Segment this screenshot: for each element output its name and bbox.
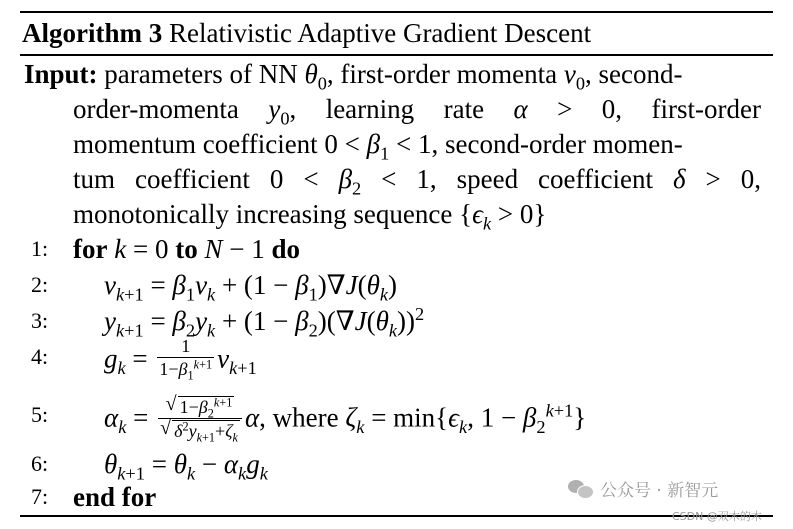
step-number-4: 4:: [31, 344, 49, 369]
keyword-where: where: [272, 402, 339, 433]
rule-mid: [20, 54, 773, 56]
input-line-5: monotonically increasing sequence $\{\epsilon_k > 0\}$: [73, 199, 547, 234]
step-3: $y_{k+1} = \beta_2y_k + (1 - \beta_2)(\nabla J(\theta_k))^2$: [104, 303, 425, 341]
input-label: Input:: [24, 59, 98, 89]
keyword-do: do: [271, 234, 300, 264]
input-line-1: Input: parameters of NN $\theta_0$, first-order momenta $v_0$, second-: [24, 59, 683, 94]
fraction-step-5: √ $1-\beta_2^{k+1}$ √ $\delta^2y_{k+1}+\zeta_k$: [158, 396, 242, 441]
step-number-7: 7:: [31, 484, 49, 509]
keyword-end-for: end for: [73, 482, 157, 512]
fraction-step-4: $\frac{1}{1-\beta_1^{k+1}}$: [159, 336, 213, 383]
step-number-1: 1:: [31, 236, 49, 261]
step-number-6: 6:: [31, 451, 49, 476]
step-5: $\alpha_k$ = √ $1-\beta_2^{k+1}$ √ $\delta^2y_{k+1}+\zeta_k$ α, where $\zeta_k = \min\{\epsilon_k$, $1 - \beta_2^{k+1}$}: [104, 393, 587, 445]
step-2: $v_{k+1} = \beta_1v_k + (1 - \beta_1)\nabla J(\theta_k)$: [104, 270, 398, 305]
algorithm-title: [22, 13, 591, 53]
step-number-2: 2:: [31, 272, 49, 297]
step-6: $\theta_{k+1} = \theta_k - \alpha_kg_k$: [104, 449, 268, 484]
rule-bottom: [20, 515, 773, 517]
algorithm-name: Relativistic Adaptive Gradient Descent: [168, 18, 592, 48]
csdn-watermark: CSDN @双木的木: [672, 510, 762, 523]
step-number-3: 3:: [31, 308, 49, 333]
step-4: $g_k$ = $\frac{1}{1-\beta_1^{k+1}}$ $v_{k+1}$: [104, 336, 257, 383]
step-1: for k = 0 to N − 1 do: [73, 234, 300, 264]
step-7: [73, 480, 156, 514]
wechat-icon: [568, 478, 594, 500]
watermark-text: 公众号 · 新智元: [600, 481, 719, 501]
keyword-to: to: [175, 234, 198, 264]
input-line-3: momentum coefficient $0 < \beta_1 < 1$, second-order momen-: [73, 129, 683, 164]
wechat-watermark: [568, 476, 718, 501]
algorithm-label: Algorithm 3: [22, 18, 163, 48]
step-number-5: 5:: [31, 402, 49, 427]
input-line-4: tum coefficient 0 < $\beta_2$ < 1, speed coefficient δ > 0,: [73, 164, 761, 199]
keyword-for: for: [73, 234, 108, 264]
input-line-2: order-momenta $y_0$, learning rate α > 0, first-order: [73, 94, 761, 129]
